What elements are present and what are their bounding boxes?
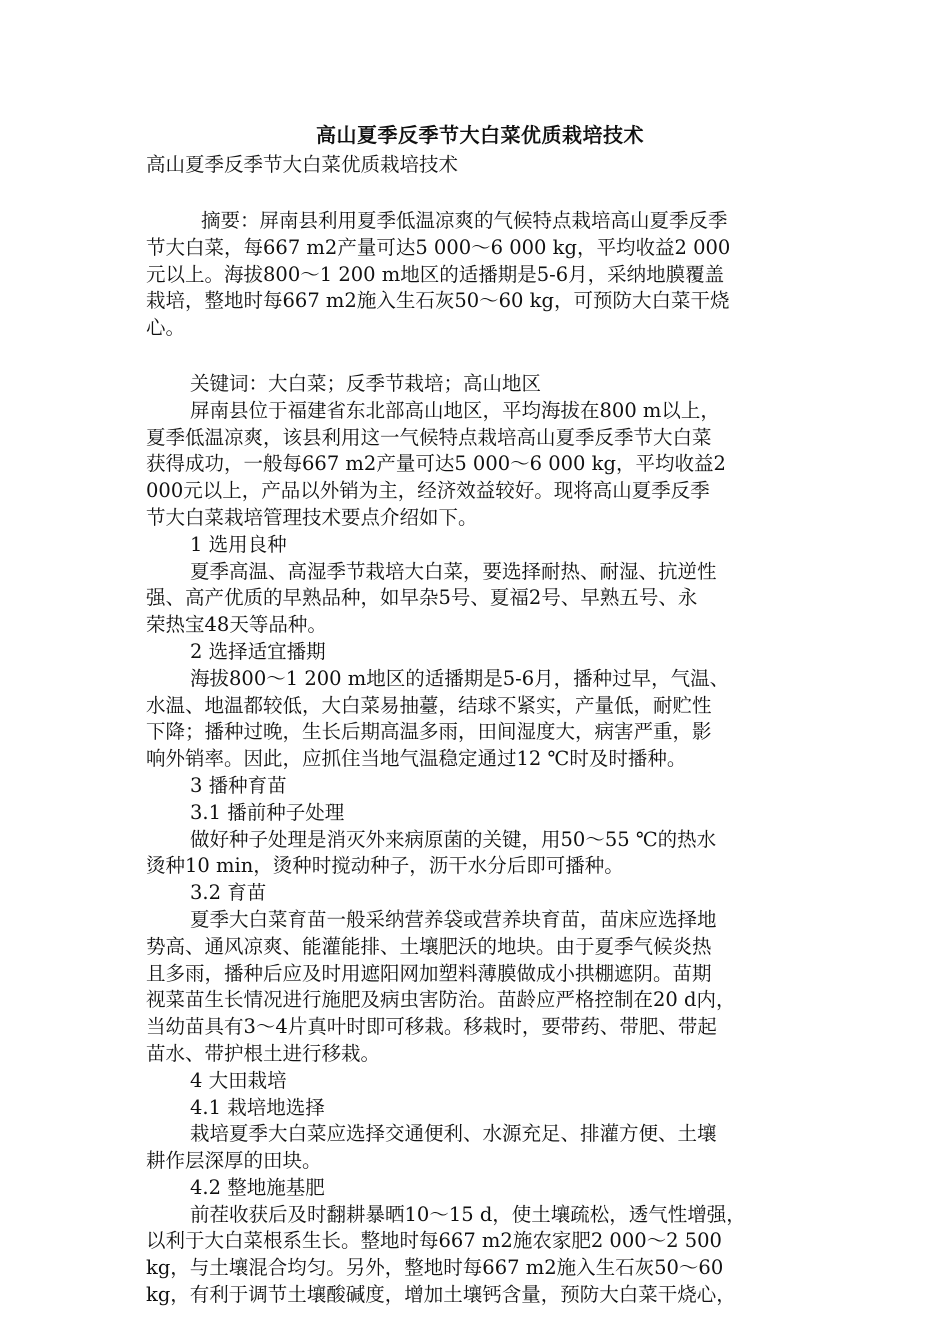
- body-text-line: 做好种子处理是消灭外来病原菌的关键，用50～55 ℃的热水: [190, 827, 717, 851]
- body-text-line: 4.1 栽培地选择: [190, 1095, 325, 1119]
- body-text-line: 4.2 整地施基肥: [190, 1175, 325, 1199]
- abstract-line: 元以上。海拔800～1 200 m地区的适播期是5-6月，采纳地膜覆盖: [146, 262, 725, 286]
- body-text-line: kg，有利于调节土壤酸碱度，增加土壤钙含量，预防大白菜干烧心，: [146, 1283, 736, 1307]
- blank-line: [146, 342, 814, 371]
- document-body: [146, 371, 814, 1309]
- body-text-line: 下降；播种过晚，生长后期高温多雨，田间湿度大，病害严重，影: [146, 720, 712, 744]
- body-text-line: 夏季低温凉爽，该县利用这一气候特点栽培高山夏季反季节大白菜: [146, 425, 712, 449]
- body-text-line: 烫种10 min，烫种时搅动种子，沥干水分后即可播种。: [146, 854, 624, 878]
- abstract-paragraph: [146, 208, 814, 342]
- body-text-line: 夏季高温、高湿季节栽培大白菜，要选择耐热、耐湿、抗逆性: [190, 559, 717, 583]
- body-text-line: 屏南县位于福建省东北部高山地区，平均海拔在800 m以上，: [190, 398, 720, 422]
- abstract-line: 栽培，整地时每667 m2施入生石灰50～60 kg，可预防大白菜干烧: [146, 289, 730, 313]
- document-subtitle: 高山夏季反季节大白菜优质栽培技术: [146, 153, 459, 176]
- body-text-line: 响外销率。因此，应抓住当地气温稳定通过12 ℃时及时播种。: [146, 747, 687, 771]
- body-text-line: 荣热宝48天等品种。: [146, 613, 327, 637]
- body-text-line: 耕作层深厚的田块。: [146, 1149, 322, 1173]
- body-text-line: 当幼苗具有3～4片真叶时即可移栽。移栽时，要带药、带肥、带起: [146, 1015, 717, 1039]
- document-page: [146, 120, 814, 1309]
- body-text-line: kg，与土壤混合均匀。另外，整地时每667 m2施入生石灰50～60: [146, 1256, 724, 1280]
- body-text-line: 前茬收获后及时翻耕暴晒10～15 d，使土壤疏松，透气性增强，: [190, 1202, 746, 1226]
- body-text-line: 3.2 育苗: [190, 881, 267, 905]
- body-text-line: 3 播种育苗: [190, 773, 287, 797]
- body-text-line: 节大白菜栽培管理技术要点介绍如下。: [146, 505, 478, 529]
- body-text-line: 海拔800～1 200 m地区的适播期是5-6月，播种过早，气温、: [190, 666, 730, 690]
- body-text-line: 1 选用良种: [190, 532, 287, 556]
- abstract-line: 摘要：屏南县利用夏季低温凉爽的气候特点栽培高山夏季反季: [201, 209, 728, 232]
- body-text-line: 夏季大白菜育苗一般采纳营养袋或营养块育苗，苗床应选择地: [190, 907, 717, 931]
- body-text-line: 苗水、带护根土进行移栽。: [146, 1041, 381, 1065]
- body-text-line: 获得成功，一般每667 m2产量可达5 000～6 000 kg，平均收益2: [146, 452, 726, 476]
- abstract-line: 节大白菜，每667 m2产量可达5 000～6 000 kg，平均收益2 000: [146, 235, 731, 259]
- body-text-line: 视菜苗生长情况进行施肥及病虫害防治。苗龄应严格控制在20 d内，: [146, 988, 736, 1012]
- body-text-line: 000元以上，产品以外销为主，经济效益较好。现将高山夏季反季: [146, 479, 710, 503]
- body-text-line: 3.1 播前种子处理: [190, 800, 345, 824]
- body-text-line: 势高、通风凉爽、能灌能排、土壤肥沃的地块。由于夏季气候炎热: [146, 934, 712, 958]
- body-text-line: 强、高产优质的早熟品种，如早杂5号、夏福2号、早熟五号、永: [146, 586, 698, 610]
- body-text-line: 且多雨，播种后应及时用遮阳网加塑料薄膜做成小拱棚遮阴。苗期: [146, 961, 712, 985]
- body-text-line: 关键词：大白菜；反季节栽培；高山地区: [190, 371, 542, 395]
- body-text-line: 4 大田栽培: [190, 1068, 287, 1092]
- body-text-line: 水温、地温都较低，大白菜易抽薹，结球不紧实，产量低，耐贮性: [146, 693, 712, 717]
- document-title: 高山夏季反季节大白菜优质栽培技术: [316, 123, 644, 147]
- body-text-line: 以利于大白菜根系生长。整地时每667 m2施农家肥2 000～2 500: [146, 1229, 722, 1253]
- blank-line: [146, 179, 814, 208]
- abstract-line: 心。: [146, 316, 186, 340]
- body-text-line: 2 选择适宜播期: [190, 639, 326, 663]
- body-text-line: 栽培夏季大白菜应选择交通便利、水源充足、排灌方便、土壤: [190, 1122, 717, 1146]
